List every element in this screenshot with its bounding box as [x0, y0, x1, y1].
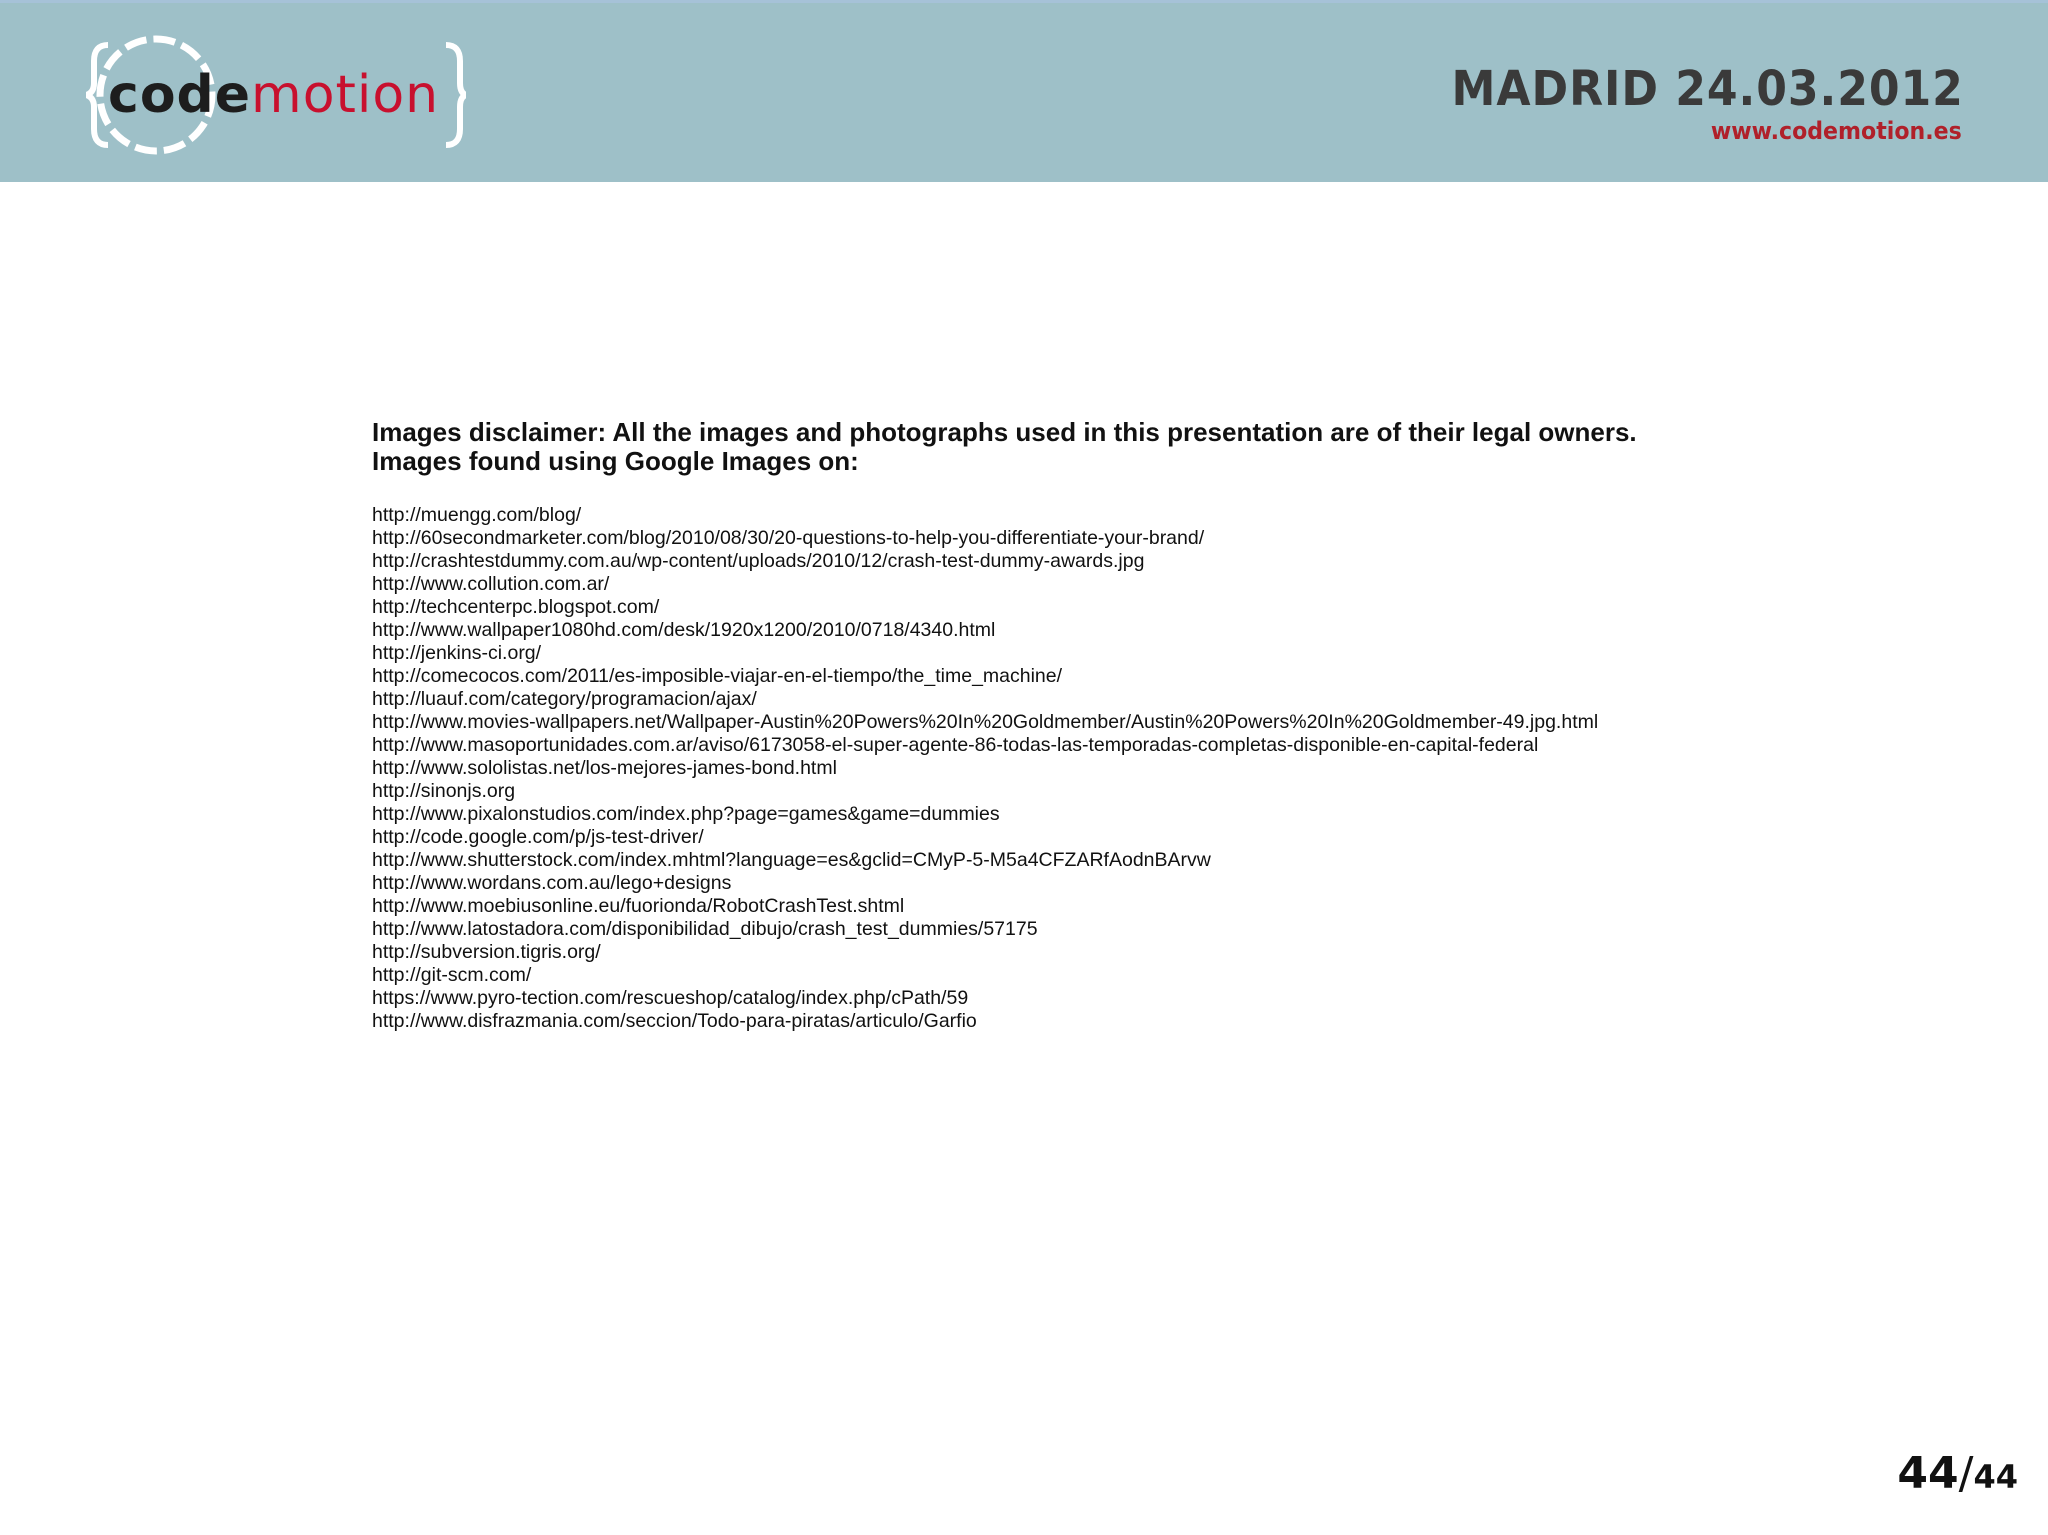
source-link: http://www.wallpaper1080hd.com/desk/1920x1200/2010/0718/4340.html	[372, 619, 996, 641]
header-banner	[0, 0, 2048, 182]
source-link: http://www.masoportunidades.com.ar/aviso/6173058-el-super-agente-86-todas-las-temporadas-completas-disponible-en-capital-federal	[372, 734, 1539, 756]
source-link: http://www.wordans.com.au/lego+designs	[372, 872, 732, 894]
source-link: http://jenkins-ci.org/	[372, 642, 542, 664]
source-link: http://www.sololistas.net/los-mejores-james-bond.html	[372, 757, 837, 779]
page-separator: /	[1958, 1448, 1974, 1499]
page-total: 44	[1973, 1458, 2018, 1496]
source-link: http://crashtestdummy.com.au/wp-content/uploads/2010/12/crash-test-dummy-awards.jpg	[372, 550, 1145, 572]
page-number	[1897, 1448, 2018, 1499]
codemotion-logo	[86, 27, 466, 163]
logo-code-text: code	[108, 65, 252, 125]
source-link: http://60secondmarketer.com/blog/2010/08/30/20-questions-to-help-you-differentiate-your-brand/	[372, 527, 1205, 549]
disclaimer-section	[372, 418, 2012, 1033]
page-current: 44	[1897, 1448, 1959, 1499]
source-link: http://www.shutterstock.com/index.mhtml?language=es&gclid=CMyP-5-M5a4CFZARfAodnBArvw	[372, 849, 1211, 871]
source-link: http://www.disfrazmania.com/seccion/Todo-para-piratas/articulo/Garfio	[372, 1010, 977, 1032]
source-link: http://www.pixalonstudios.com/index.php?page=games&game=dummies	[372, 803, 1000, 825]
disclaimer-line-2: Images found using Google Images on:	[372, 446, 859, 476]
source-link: https://www.pyro-tection.com/rescueshop/catalog/index.php/cPath/59	[372, 987, 969, 1009]
logo-motion-text: motion	[251, 65, 440, 125]
source-link: http://techcenterpc.blogspot.com/	[372, 596, 660, 618]
source-link: http://subversion.tigris.org/	[372, 941, 601, 963]
source-link: http://luauf.com/category/programacion/ajax/	[372, 688, 757, 710]
source-link: http://comecocos.com/2011/es-imposible-viajar-en-el-tiempo/the_time_machine/	[372, 665, 1063, 687]
event-url: www.codemotion.es	[1711, 117, 1962, 145]
source-link: http://www.movies-wallpapers.net/Wallpaper-Austin%20Powers%20In%20Goldmember/Austin%20Powers%20In%20Goldmember-49.jpg.html	[372, 711, 1599, 733]
source-link: http://sinonjs.org	[372, 780, 516, 802]
source-links-list	[372, 504, 2012, 1033]
source-link: http://git-scm.com/	[372, 964, 532, 986]
source-link: http://www.collution.com.ar/	[372, 573, 610, 595]
source-link: http://www.latostadora.com/disponibilidad_dibujo/crash_test_dummies/57175	[372, 918, 1038, 940]
source-link: http://www.moebiusonline.eu/fuorionda/RobotCrashTest.shtml	[372, 895, 905, 917]
source-link: http://muengg.com/blog/	[372, 504, 582, 526]
disclaimer-line-1: Images disclaimer: All the images and photographs used in this presentation are of their legal owners.	[372, 417, 1637, 447]
event-date: MADRID 24.03.2012	[1451, 61, 1964, 117]
disclaimer-heading	[372, 418, 2012, 476]
source-link: http://code.google.com/p/js-test-driver/	[372, 826, 704, 848]
